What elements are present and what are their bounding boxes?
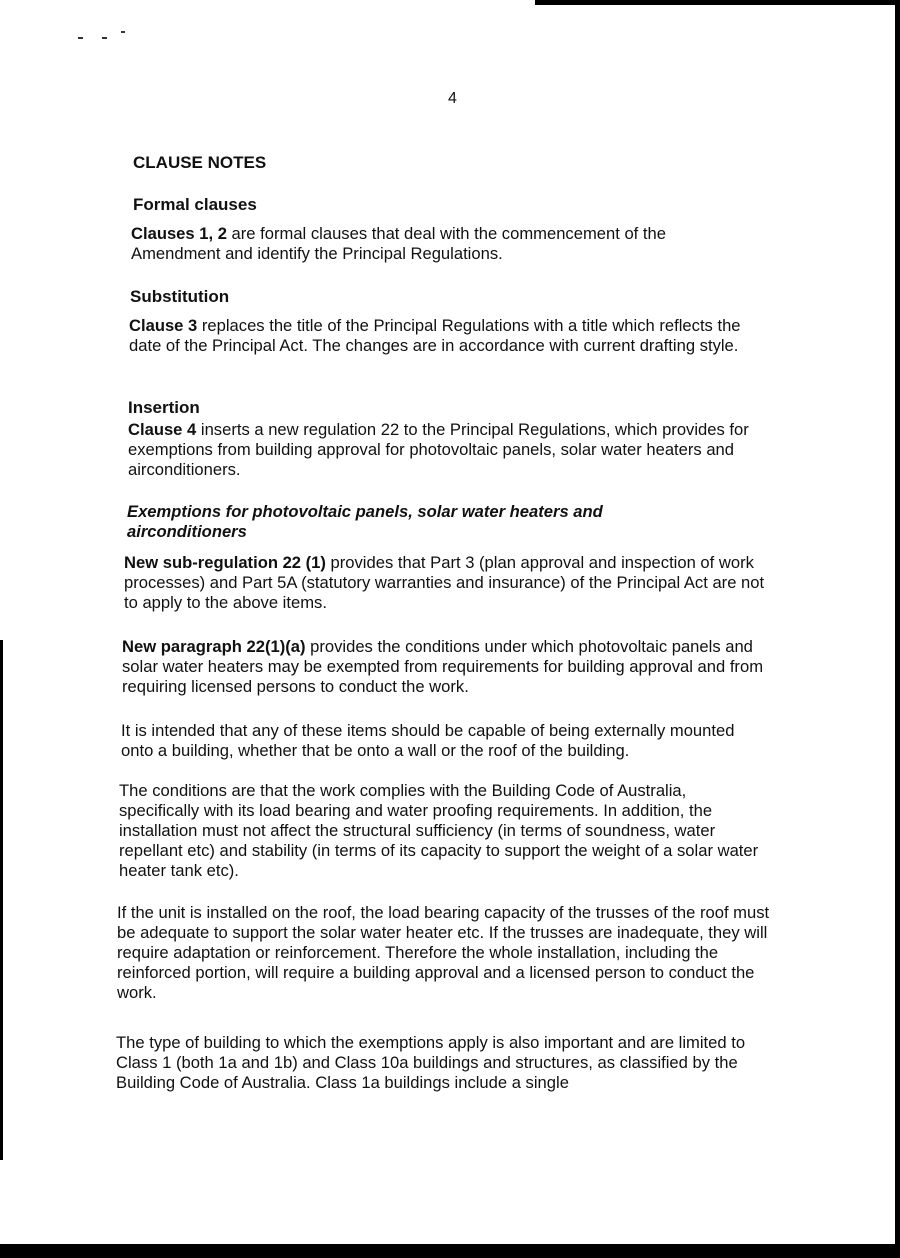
paragraph-lead: Clauses 1, 2 [131,224,227,243]
scan-edge-right [895,0,900,1258]
page-title: CLAUSE NOTES [133,153,267,172]
paragraph-body: inserts a new regulation 22 to the Principal Regulations, which provides for exemptions from building approval for photovoltaic panels, solar water heaters and airconditioners. [128,420,749,479]
paragraph-body: replaces the title of the Principal Regulations with a title which reflects the date of the Principal Act. The changes are in accordance with current drafting style. [129,316,741,355]
paragraph-clauses-1-2 [131,224,721,264]
paragraph-body: provides that Part 3 (plan approval and inspection of work processes) and Part 5A (statutory warranties and insurance) of the Principal Act are not to apply to the above items. [124,553,765,612]
paragraph-sub-regulation-22-1 [124,553,774,613]
paragraph-lead: New paragraph 22(1)(a) [122,637,306,656]
heading-substitution: Substitution [130,287,230,306]
paragraph-body: are formal clauses that deal with the commencement of the Amendment and identify the Principal Regulations. [131,224,666,263]
paragraph-roof-installation: If the unit is installed on the roof, the load bearing capacity of the trusses of the roof must be adequate to support the solar water heater etc. If the trusses are inadequate, they will require adaptation or reinforcement. Therefore the whole installation, including the reinforced portion, will require a building approval and a licensed person to conduct the work. [117,903,770,1002]
heading-exemptions: Exemptions for photovoltaic panels, solar water heaters and airconditioners [127,502,603,541]
scan-speck [121,31,125,33]
paragraph-external-mounting: It is intended that any of these items should be capable of being externally mounted onto a building, whether that be onto a wall or the roof of the building. [121,721,735,760]
paragraph-body: provides the conditions under which photovoltaic panels and solar water heaters may be exempted from requirements for building approval and from requiring licensed persons to conduct the work. [122,637,764,696]
paragraph-building-class: The type of building to which the exemptions apply is also important and are limited to Class 1 (both 1a and 1b) and Class 10a buildings and structures, as classified by the Building Code of Australia. Class 1a buildings include a single [116,1033,746,1092]
page-number: 4 [448,90,457,107]
paragraph-lead: Clause 3 [129,316,198,335]
scan-edge-top [535,0,900,5]
paragraph-clause-3 [129,316,769,356]
scan-edge-bottom [0,1244,900,1258]
paragraph-lead: New sub-regulation 22 (1) [124,553,326,572]
paragraph-conditions: The conditions are that the work complies with the Building Code of Australia, specifically with its load bearing and water proofing requirements. In addition, the installation must not affect the structural sufficiency (in terms of soundness, water repellant etc) and stability (in terms of its capacity to support the weight of a solar water heater tank etc). [119,781,759,880]
heading-formal-clauses: Formal clauses [133,195,257,214]
scan-edge-left [0,640,3,1160]
paragraph-22-1-a [122,637,772,697]
scan-speck [102,37,107,39]
paragraph-clause-4 [128,420,778,480]
scan-speck [78,37,83,39]
paragraph-lead: Clause 4 [128,420,197,439]
heading-insertion: Insertion [128,398,200,417]
